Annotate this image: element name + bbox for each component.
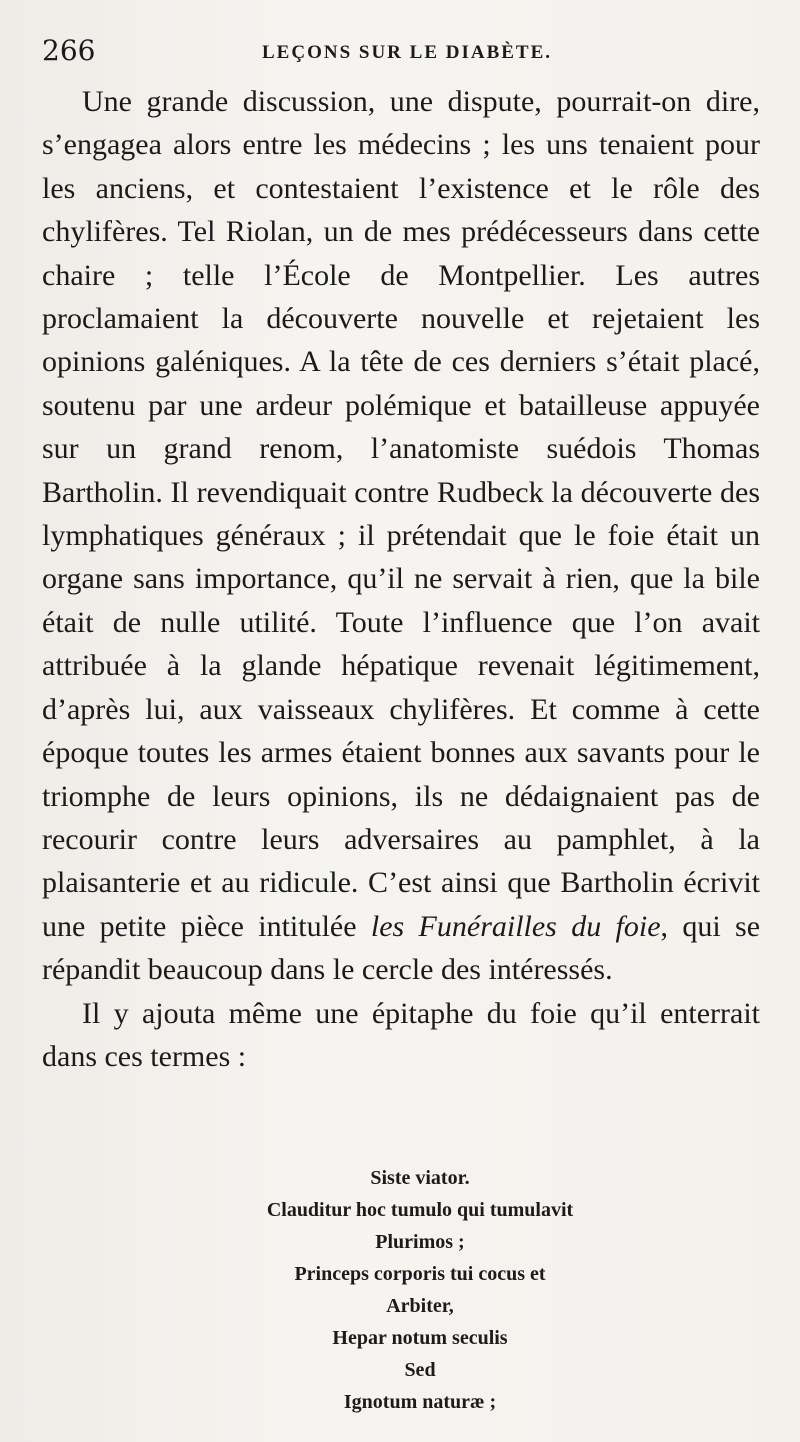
page-number: 266: [42, 34, 96, 67]
epitaph-line: Siste viator.: [370, 1167, 470, 1189]
page-header: [42, 34, 760, 70]
epitaph-line: Ignotum naturæ ;: [343, 1391, 497, 1413]
paragraph-1-end: , qui se répandit beaucoup dans le cercle des intéressés.: [42, 909, 761, 987]
italic-title: les Funérailles du foie: [370, 909, 661, 943]
epitaph-line: Clauditur hoc tumulo qui tumulavit: [266, 1199, 574, 1221]
paragraph-1: [42, 80, 760, 992]
paragraph-2: Il y ajouta même une épitaphe du foie qu’il enterrait dans ces termes :: [42, 996, 760, 1073]
epitaph-line: Sed: [404, 1359, 436, 1381]
paragraph-1-text: Une grande discussion, une dispute, pourrait-on dire, s’engagea alors entre les médecins ; les uns tenaient pour les anciens, et contestaient l’existence et le rôle des chylifères. Tel Riolan, un de mes prédécesseurs dans cette chaire ; telle l’École de Montpellier. Les autres proclamaient la découverte nouvelle et rejetaient les opinions galéniques. A la tête de ces derniers s’était placé, soutenu par une ardeur polémique et batailleuse appuyée sur un grand renom, l’anatomiste suédois Thomas Bartholin. Il revendiquait contre Rudbeck la découverte des lymphatiques généraux ; il prétendait que le foie était un organe sans importance, qu’il ne servait à rien, que la bile était de nulle utilité. Toute l’influence que l’on avait attribuée à la glande hépatique revenait légitimement, d’après lui, aux vaisseaux chylifères. Et comme à cette époque toutes les armes étaient bonnes aux savants pour le triomphe de leurs opinions, ils ne dédaignaient pas de recourir contre leurs adversaires au pamphlet, à la plaisanterie et au ridicule. C’est ainsi que Bartholin écrivit une petite pièce intitulée: [42, 85, 760, 943]
body-text: [42, 80, 760, 1078]
running-title: LEÇONS SUR LE DIABÈTE.: [262, 42, 553, 63]
epitaph-line: Princeps corporis tui cocus et: [294, 1263, 546, 1285]
epitaph-line: Plurimos ;: [375, 1231, 465, 1253]
epitaph-block: [150, 1162, 690, 1418]
epitaph-line: Arbiter,: [386, 1295, 454, 1317]
epitaph-line: Hepar notum seculis: [332, 1327, 508, 1349]
